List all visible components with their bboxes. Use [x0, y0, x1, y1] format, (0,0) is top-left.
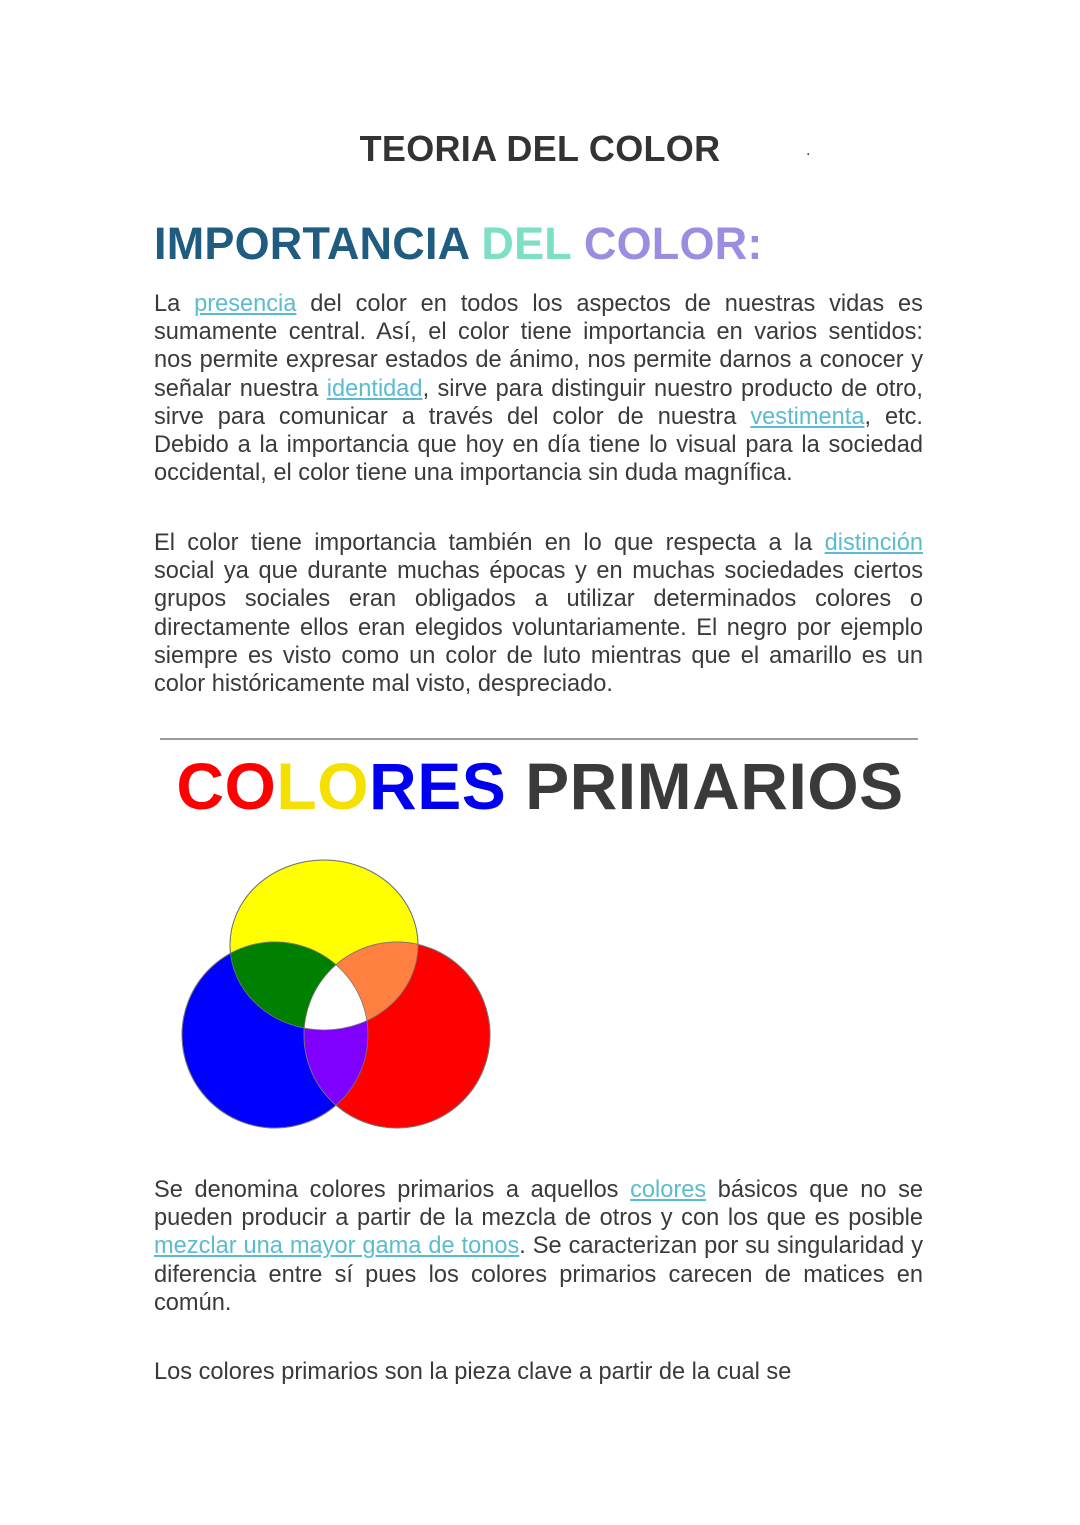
importance-heading	[154, 218, 763, 270]
paragraph-text: . Se caracterizan por su singularidad y diferencia entre sí pues los colores primarios carecen de matices en común.	[154, 1233, 923, 1316]
paragraph-text: básicos que no se pueden producir a partir de la mezcla de otros y con los que es posible	[154, 1177, 923, 1232]
inline-link[interactable]: distinción	[824, 530, 923, 556]
inline-link[interactable]: presencia	[194, 291, 297, 317]
primary-colors-venn-diagram	[175, 855, 505, 1140]
heading-segment: S	[461, 749, 507, 823]
inline-link[interactable]: mezclar una mayor gama de tonos	[154, 1233, 520, 1260]
heading-segment: C	[176, 749, 225, 823]
paragraph-text: Se denomina colores primarios a aquellos	[154, 1177, 631, 1203]
inline-link[interactable]: colores	[630, 1177, 707, 1203]
inline-link[interactable]: vestimenta	[750, 403, 865, 430]
importance-paragraph-2	[154, 529, 923, 698]
primary-colors-heading	[0, 748, 1080, 824]
heading-segment: L	[276, 749, 318, 823]
inline-link[interactable]: identidad	[326, 375, 423, 402]
paragraph-text: La	[154, 291, 195, 317]
title-dot: .	[806, 142, 811, 159]
paragraph-text: El color tiene importancia también en lo que respecta a la	[154, 530, 825, 556]
paragraph-text: social ya que durante muchas épocas y en muchas sociedades ciertos grupos sociales eran obligados a utilizar determinados colores o directamente ellos eran elegidos voluntariamente. El negro por ejemplo siempre es visto como un color de luto mientras que el amarillo es un color históricamente mal visto, despreciado.	[154, 558, 923, 698]
paragraph-text: del color en todos los aspectos de nuestras vidas es sumamente central. Así, el color tiene importancia en varios sentidos: nos permite expresar estados de ánimo, nos permite darnos a conocer y señalar nuestra	[154, 291, 923, 402]
primary-colors-paragraph-2	[154, 1358, 923, 1386]
heading-segment: COLOR:	[583, 218, 763, 269]
primary-colors-paragraph-1	[154, 1176, 923, 1317]
paragraph-text: Los colores primarios son la pieza clave a partir de la cual se	[154, 1359, 792, 1385]
paragraph-text: , sirve para distinguir nuestro producto de otro, sirve para comunicar a través del color de nuestra	[154, 375, 923, 430]
importance-paragraph-1	[154, 290, 923, 487]
heading-segment: O	[317, 749, 370, 823]
heading-segment: IMPORTANCIA	[154, 218, 482, 269]
horizontal-divider	[160, 738, 918, 740]
page-title: TEORIA DEL COLOR	[359, 128, 721, 169]
heading-segment: DEL	[481, 218, 584, 269]
heading-segment: R	[369, 749, 418, 823]
heading-segment: O	[224, 749, 277, 823]
heading-segment: E	[417, 749, 462, 823]
paragraph-text: , etc. Debido a la importancia que hoy en día tiene lo visual para la sociedad occidental, el color tiene una importancia sin duda magnífica.	[154, 403, 923, 487]
heading-segment: PRIMARIOS	[506, 749, 904, 823]
